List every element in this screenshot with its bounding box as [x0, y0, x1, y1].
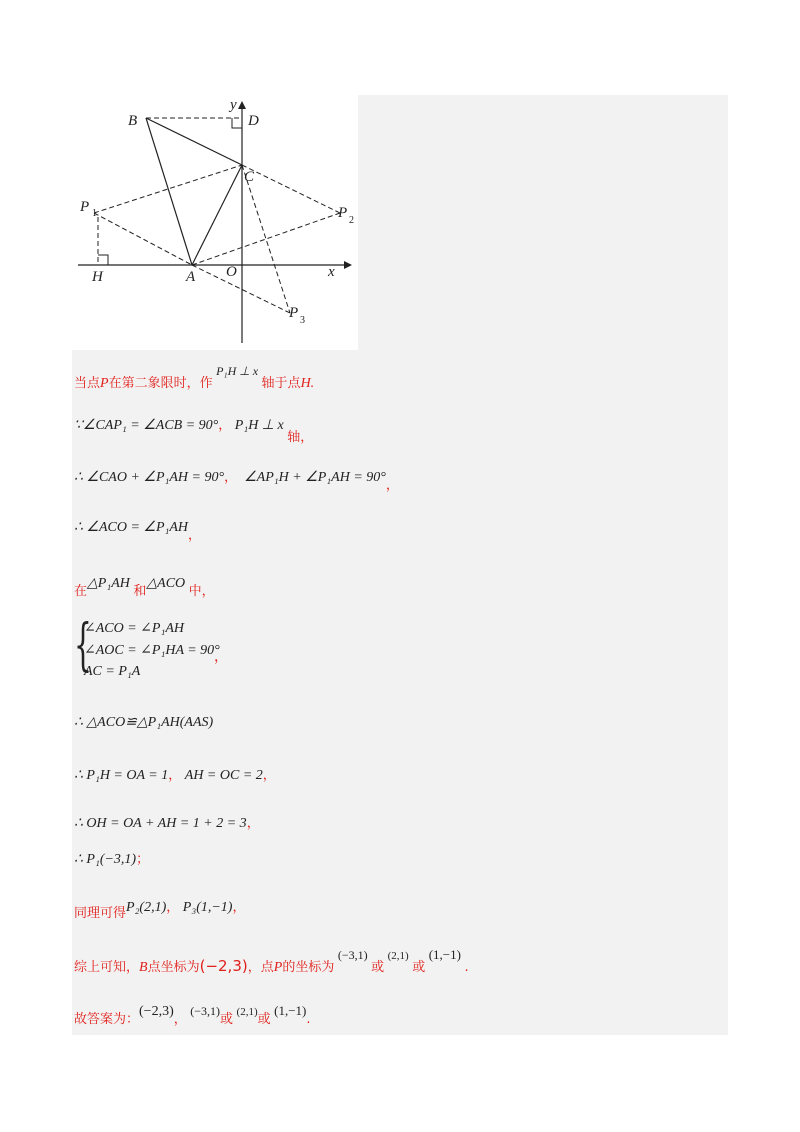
math-expr: ∴ OH = OA + AH = 1 + 2 = 3 — [74, 816, 247, 831]
label-B: B — [128, 113, 138, 129]
math-expr: ∵∠CAP₁ = ∠ACB = 90° — [74, 418, 219, 433]
x-axis-arrow — [344, 261, 352, 269]
coordinate: (−2,3) — [139, 1004, 174, 1019]
solution-line-12 — [74, 944, 469, 975]
label-D: D — [248, 113, 259, 129]
text: 当点 — [74, 376, 101, 391]
text: ，点 — [247, 960, 274, 975]
text: 中， — [188, 584, 215, 599]
label-O: O — [226, 264, 237, 280]
separator: ， — [218, 418, 232, 433]
system-line-2: ∠AOC = ∠P₁HA = 90° — [84, 643, 220, 658]
geometry-figure — [72, 95, 358, 350]
text: 的坐标为 — [282, 960, 335, 975]
math-expr: ∠AP₁H + ∠P₁AH = 90° — [244, 470, 386, 485]
solution-line-9 — [74, 812, 260, 832]
math-expr: △P₁AH — [87, 576, 130, 591]
label-y: y — [230, 97, 237, 113]
separator: ， — [385, 478, 399, 493]
geometry-diagram — [72, 95, 358, 350]
text: 或 — [220, 1012, 234, 1027]
right-angle-H — [98, 255, 108, 265]
label-C: C — [244, 169, 255, 185]
math-expr: P₂(2,1) — [126, 900, 167, 915]
solution-line-5 — [74, 572, 215, 599]
math-expr: ∴ △ACO≌△P₁AH(AAS) — [74, 715, 214, 730]
separator: ， — [188, 528, 202, 543]
text: 同理可得 — [74, 906, 127, 921]
coordinate-B: (−2,3) — [199, 957, 248, 975]
text: 或 — [412, 960, 426, 975]
label-A: A — [186, 269, 196, 285]
left-brace-icon: { — [74, 613, 92, 678]
text: 综上可知， — [74, 960, 140, 975]
solution-line-4 — [74, 516, 202, 543]
label-x: x — [328, 264, 335, 280]
label-P1: P — [80, 199, 90, 215]
math-expr: △ACO — [146, 576, 186, 591]
separator: ， — [168, 768, 182, 783]
label-P3: P — [289, 305, 299, 321]
text: 或 — [371, 960, 385, 975]
solution-line-11 — [74, 896, 246, 921]
coordinate: (2,1) — [236, 1006, 258, 1018]
math-expr: P₁H ⊥ x — [234, 418, 284, 433]
solution-line-8 — [74, 764, 276, 784]
label-P1-sub: 1 — [92, 208, 97, 219]
text: 点坐标为 — [147, 960, 200, 975]
segment-P1A — [94, 213, 192, 265]
point-P: P — [100, 376, 109, 391]
separator: ， — [214, 650, 228, 665]
text: 在第二象限时，作 — [108, 376, 213, 391]
coordinate: (1,−1) — [428, 947, 461, 962]
label-H: H — [92, 269, 103, 285]
system-line-1: ∠ACO = ∠P₁AH — [84, 621, 184, 636]
solution-line-1 — [74, 364, 315, 392]
separator: ， — [246, 816, 260, 831]
math-expr: ∴ ∠ACO = ∠P₁AH — [74, 520, 189, 535]
segment-AP3 — [192, 265, 290, 313]
solution-line-3 — [74, 466, 399, 493]
text: 在 — [74, 584, 88, 599]
separator: ， — [262, 768, 276, 783]
point-P: P — [273, 960, 283, 975]
math-expr: ∴ P₁H = OA = 1 — [74, 768, 169, 783]
system-line-3: AC = P₁A — [84, 664, 141, 679]
math-expr: ∴ ∠CAO + ∠P₁AH = 90° — [74, 470, 225, 485]
math-expr: P₁H ⊥ x — [216, 364, 259, 378]
separator: ； — [136, 852, 150, 867]
label-P2-sub: 2 — [349, 215, 354, 226]
coordinate: (−3,1) — [190, 1004, 221, 1018]
separator: ， — [173, 1012, 187, 1027]
separator: ， — [232, 900, 246, 915]
text: 或 — [257, 1012, 271, 1027]
math-expr: P₃(1,−1) — [182, 900, 233, 915]
solution-line-13 — [74, 1000, 311, 1027]
segment-BA — [146, 118, 192, 265]
text: 轴， — [287, 430, 314, 445]
separator: ， — [224, 470, 238, 485]
label-P2: P — [338, 205, 348, 221]
math-expr: ∴ P₁(−3,1) — [74, 852, 137, 867]
coordinate: (−3,1) — [337, 948, 368, 962]
segment-CP3 — [242, 165, 290, 313]
text: 轴于点 — [261, 376, 301, 391]
solution-line-7 — [74, 714, 213, 731]
math-expr: AH = OC = 2 — [184, 768, 263, 783]
y-axis-arrow — [238, 101, 246, 109]
text: 和 — [133, 584, 147, 599]
coordinate: (2,1) — [387, 950, 409, 962]
segment-CP2 — [242, 165, 340, 213]
text: . — [306, 1012, 311, 1027]
point-H: H. — [300, 376, 315, 391]
separator: ， — [166, 900, 180, 915]
text: 故答案为： — [74, 1012, 140, 1027]
text: . — [464, 960, 469, 975]
solution-line-2 — [74, 414, 314, 445]
right-angle-D — [232, 118, 242, 128]
solution-line-10 — [74, 848, 149, 868]
segment-AC — [192, 165, 242, 265]
segment-BC — [146, 118, 242, 165]
coordinate: (1,−1) — [274, 1003, 307, 1018]
point-B: B — [139, 960, 148, 975]
label-P3-sub: 3 — [300, 315, 305, 326]
